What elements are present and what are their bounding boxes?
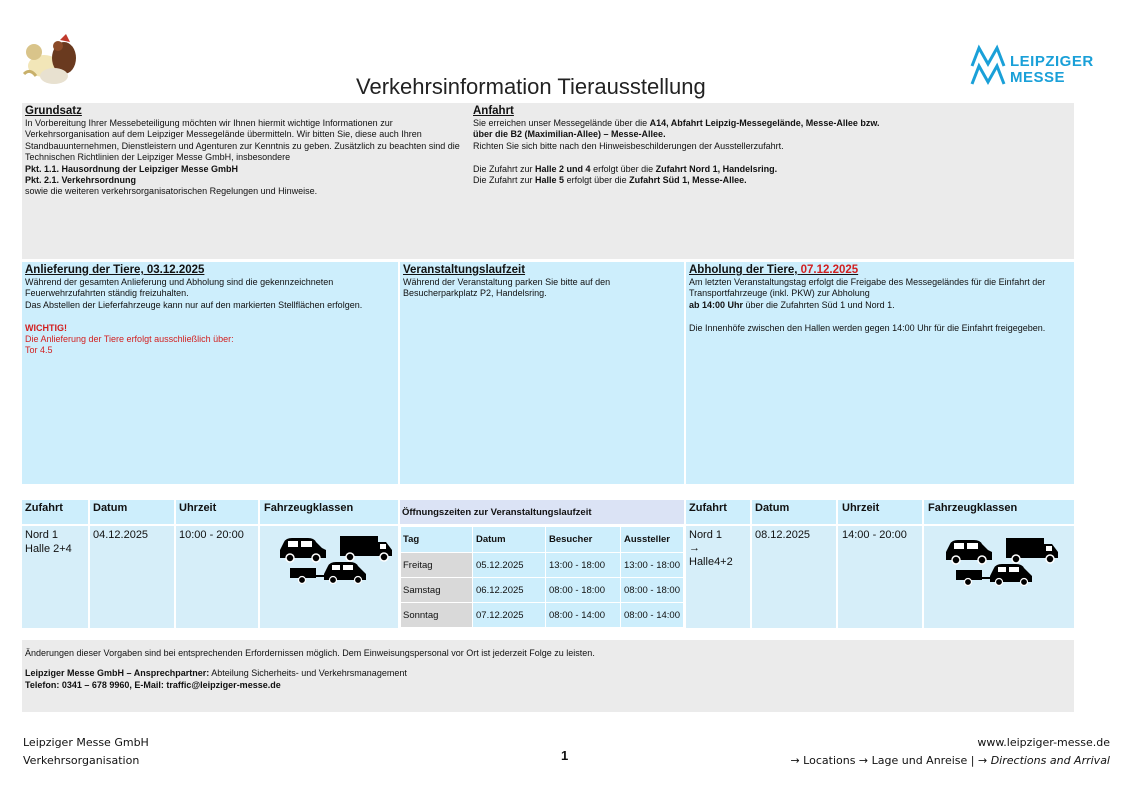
footer-website-link[interactable]: www.leipziger-messe.de bbox=[977, 736, 1110, 749]
wichtig-line2: Tor 4.5 bbox=[25, 345, 53, 356]
footer-left bbox=[23, 734, 149, 770]
contact-line1: Leipziger Messe GmbH – Ansprechpartner: Abteilung Sicherheits- und Verkehrsmanagement bbox=[25, 668, 407, 679]
opening-hours-table bbox=[400, 500, 684, 628]
table-row: Freitag 05.12.2025 13:00 - 18:00 13:00 - 18:00 bbox=[401, 553, 684, 578]
car-icon bbox=[280, 538, 326, 562]
laufzeit-heading: Veranstaltungslaufzeit bbox=[403, 264, 526, 276]
grundsatz-panel bbox=[22, 103, 470, 259]
animals-image bbox=[22, 30, 82, 88]
right-datum: 08.12.2025 bbox=[755, 529, 811, 541]
anfahrt-line2: über die B2 (Maximilian-Allee) – Messe-Allee. bbox=[473, 129, 666, 140]
leipziger-messe-logo bbox=[970, 44, 1100, 94]
van-icon bbox=[340, 536, 392, 561]
table-row: Sonntag 07.12.2025 08:00 - 14:00 08:00 - 14:00 bbox=[401, 603, 684, 628]
table-row: Samstag 06.12.2025 08:00 - 18:00 08:00 - 18:00 bbox=[401, 578, 684, 603]
car-icon bbox=[946, 540, 992, 564]
footer-department: Verkehrsorganisation bbox=[23, 754, 140, 767]
anlieferung-text: Während der gesamten Anlieferung und Abholung sind die gekennzeichneten Feuerwehrzufahrten ständig freizuhalten. bbox=[25, 277, 334, 299]
left-datum: 04.12.2025 bbox=[93, 529, 149, 541]
van-icon bbox=[1006, 538, 1058, 563]
footer-directions-link[interactable]: → Locations → Lage und Anreise | → Directions and Arrival bbox=[790, 754, 1110, 767]
th-tag: Tag bbox=[401, 527, 473, 553]
anfahrt-line3: Richten Sie sich bitte nach den Hinweisbeschilderungen der Ausstellerzufahrt. bbox=[473, 140, 784, 151]
right-arrow: → bbox=[689, 542, 700, 554]
wichtig-label: WICHTIG! bbox=[25, 322, 67, 333]
right-table bbox=[686, 500, 1074, 628]
grundsatz-item1: Pkt. 1.1. Hausordnung der Leipziger Messe GmbH bbox=[25, 163, 239, 174]
footer-company: Leipziger Messe GmbH bbox=[23, 736, 149, 749]
abholung-heading: Abholung der Tiere, 07.12.2025 bbox=[689, 264, 859, 276]
left-th-fahrzeugklassen: Fahrzeugklassen bbox=[264, 502, 354, 514]
right-th-datum: Datum bbox=[755, 502, 790, 514]
left-uhrzeit: 10:00 - 20:00 bbox=[179, 529, 244, 541]
abholung-panel bbox=[686, 262, 1074, 484]
anfahrt-line1a: Sie erreichen unser Messegelände über die bbox=[473, 118, 650, 128]
th-datum: Datum bbox=[473, 527, 546, 553]
grundsatz-heading: Grundsatz bbox=[25, 105, 82, 117]
page-number: 1 bbox=[561, 748, 569, 763]
vehicle-classes-icons-right bbox=[944, 532, 1064, 593]
contact-line2: Telefon: 0341 – 678 9960, E-Mail: traffic@leipziger-messe.de bbox=[25, 679, 281, 690]
left-zufahrt: Nord 1 bbox=[25, 529, 59, 541]
footer-right bbox=[790, 734, 1110, 770]
anlieferung-text2: Das Abstellen der Lieferfahrzeuge kann nur auf den markierten Stellflächen erfolgen. bbox=[25, 299, 363, 310]
opening-hours-header-row bbox=[401, 527, 684, 553]
car-towing-icon bbox=[990, 564, 1032, 586]
anlieferung-panel bbox=[22, 262, 398, 484]
notes-panel bbox=[22, 640, 1074, 712]
left-th-datum: Datum bbox=[93, 502, 128, 514]
right-zufahrt: Nord 1 bbox=[689, 529, 723, 541]
wichtig-line1: Die Anlieferung der Tiere erfolgt ausschließlich über: bbox=[25, 334, 234, 345]
laufzeit-text: Während der Veranstaltung parken Sie bitte auf den Besucherparkplatz P2, Handelsring. bbox=[403, 277, 611, 299]
abholung-text2: ab 14:00 Uhr über die Zufahrten Süd 1 und Nord 1. bbox=[689, 299, 895, 310]
anfahrt-heading: Anfahrt bbox=[473, 105, 514, 117]
messe-mm-icon bbox=[970, 44, 1006, 92]
opening-hours-title: Öffnungszeiten zur Veranstaltungslaufzeit bbox=[402, 507, 592, 518]
anfahrt-panel bbox=[470, 103, 1074, 259]
car-towing-icon bbox=[324, 562, 366, 584]
left-th-zufahrt: Zufahrt bbox=[25, 502, 63, 514]
th-besucher: Besucher bbox=[546, 527, 621, 553]
left-table bbox=[22, 500, 398, 628]
grundsatz-item2: Pkt. 2.1. Verkehrsordnung bbox=[25, 175, 137, 186]
trailer-icon bbox=[956, 570, 990, 586]
th-aussteller: Aussteller bbox=[621, 527, 684, 553]
abholung-text: Am letzten Veranstaltungstag erfolgt die Freigabe des Messegeländes für die Einfahrt der Transportfahrzeuge (inkl. PKW) zur Abholung bbox=[689, 277, 1046, 299]
anfahrt-line1b: A14, Abfahrt Leipzig-Messegelände, Messe-Allee bzw. bbox=[649, 118, 880, 128]
vehicle-classes-icons bbox=[278, 530, 398, 591]
logo-line1: LEIPZIGER bbox=[1010, 53, 1094, 70]
left-zufahrt2: Halle 2+4 bbox=[25, 543, 72, 555]
logo-line2: MESSE bbox=[1010, 69, 1066, 86]
page-title: Verkehrsinformation Tierausstellung bbox=[356, 74, 706, 99]
right-zufahrt2: Halle4+2 bbox=[689, 556, 733, 568]
left-th-uhrzeit: Uhrzeit bbox=[179, 502, 217, 514]
trailer-icon bbox=[290, 568, 324, 584]
right-th-uhrzeit: Uhrzeit bbox=[842, 502, 880, 514]
opening-hours-grid bbox=[400, 526, 684, 628]
anfahrt-line4: Die Zufahrt zur Halle 2 und 4 erfolgt über die Zufahrt Nord 1, Handelsring. bbox=[473, 163, 778, 174]
right-th-zufahrt: Zufahrt bbox=[689, 502, 727, 514]
notes-line1: Änderungen dieser Vorgaben sind bei entsprechenden Erfordernissen möglich. Dem Einweisungspersonal vor Ort ist jederzeit Folge zu leisten. bbox=[25, 648, 595, 658]
abholung-text3: Die Innenhöfe zwischen den Hallen werden gegen 14:00 Uhr für die Einfahrt freigegeben. bbox=[689, 322, 1046, 333]
grundsatz-text: In Vorbereitung Ihrer Messebeteiligung möchten wir Ihnen hiermit wichtige Informationen zur Verkehrsorganisation auf dem Leipziger Messegelände übermitteln. Wir bitten Sie, diese auch Ihren Standbauunternehmen, Dienstleistern und Agenturen zur Kenntnis zu geben. Zusätzlich zu beachten sind die Technischen Richtlinien der Leipziger Messe GmbH, insbesondere bbox=[25, 118, 460, 163]
grundsatz-tail: sowie die weiteren verkehrsorganisatorischen Regelungen und Hinweise. bbox=[25, 186, 318, 197]
anlieferung-heading: Anlieferung der Tiere, 03.12.2025 bbox=[25, 264, 205, 276]
laufzeit-panel bbox=[400, 262, 684, 484]
anfahrt-line5: Die Zufahrt zur Halle 5 erfolgt über die Zufahrt Süd 1, Messe-Allee. bbox=[473, 175, 747, 186]
right-th-fahrzeugklassen: Fahrzeugklassen bbox=[928, 502, 1018, 514]
right-uhrzeit: 14:00 - 20:00 bbox=[842, 529, 907, 541]
